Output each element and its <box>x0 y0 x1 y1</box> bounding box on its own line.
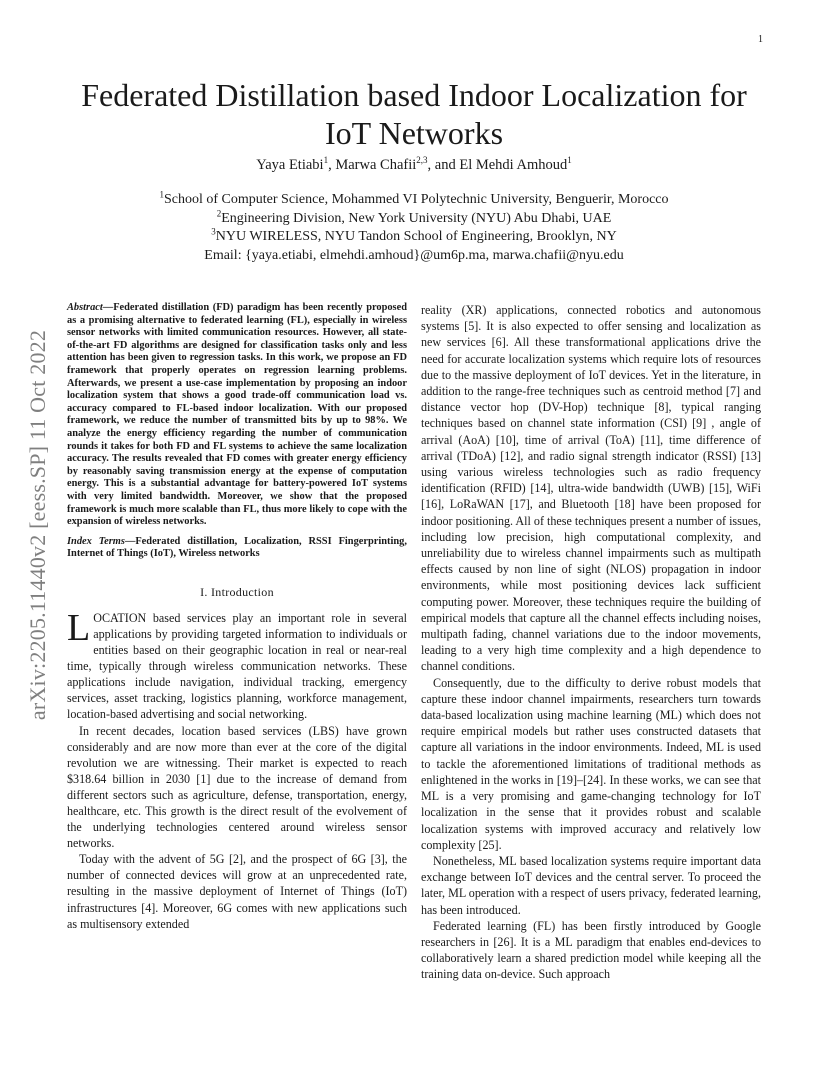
abstract-label: Abstract <box>67 302 103 313</box>
author-3: , and El Mehdi Amhoud <box>427 157 568 173</box>
intro-paragraph-3: Today with the advent of 5G [2], and the prospect of 6G [3], the number of connected devices will grow at an unprecedented rate, resulting in the massive deployment of Internet of Things (IoT) infrastructures [4]. Moreover, 6G comes with new applications such as multisensory extended <box>67 852 407 931</box>
author-list <box>60 157 768 174</box>
affiliation-3-sup: 3 <box>211 226 216 237</box>
intro-paragraph-1 <box>67 606 407 723</box>
arxiv-stamp-text: arXiv:2205.11440v2 [eess.SP] 11 Oct 2022 <box>25 329 50 721</box>
index-terms-label: Index Terms <box>67 535 125 547</box>
affiliations <box>60 191 768 265</box>
author-2: , Marwa Chafii <box>328 157 417 173</box>
arxiv-stamp <box>18 290 58 760</box>
abstract-text: —Federated distillation (FD) paradigm has been recently proposed as a promising alternative to federated learning (FL), especially in wireless sensor networks with limited communication resources. However, all state-of-the-art FD algorithms are designed for classification tasks only and less attention has been given to regression tasks. In this work, we propose an FD framework that properly operates on regression learning problems. Afterwards, we present a use-case implementation by proposing an indoor localization system that shows a good trade-off communication load vs. accuracy compared to FL-based indoor localization. With our proposed framework, we reduce the number of transmitted bits by up to 98%. We analyze the energy efficiency regarding the number of communication rounds it takes for both FD and FL systems to achieve the same localization accuracy. The results revealed that FD comes with greater energy efficiency by reasonably saving transmission energy at the expense of computation energy. This is a substantial advantage for battery-powered IoT systems with very limited bandwidth. Moreover, we show that the proposed framework is much more scalable than FL, thus more likely to cope with the expansion of wireless networks. <box>67 302 407 528</box>
right-paragraph-2: Consequently, due to the difficulty to derive robust models that capture these indoor channel impairments, researchers turn towards data-based localization using machine learning (ML) which does not require empirical models but rather uses constructed datasets that capture all variations in the indoor environments. Indeed, ML is used to tackle the aforementioned limitations of traditional methods as enlightened in the works in [19]–[24]. In these works, we can see that ML is a very promising and game-changing technology for IoT localization in the sense that it provides robust and scalable localization systems with improved accuracy and relatively low complexity [25]. <box>421 675 761 852</box>
left-column <box>67 302 407 932</box>
page-number: 1 <box>758 34 763 45</box>
right-paragraph-1: reality (XR) applications, connected robotics and autonomous systems [5]. It is also expected to offer sensing and localization as new services [6]. All these transformational applications drive the need for accurate localization systems which require lots of resources due to the massive deployment of IoT devices. Yet in the literature, in addition to the range-free techniques such as centroid method [7] and distance vector hop (DV-Hop) technique [8], typical ranging techniques based on channel state information (CSI) [9] , angle of arrival (AoA) [10], time of arrival (ToA) [11], time difference of arrival (TDoA) [12], and radio signal strength indicator (RSSI) [13] using various wireless technologies such as radio frequency identification (RFID) [14], ultra-wide bandwidth (UWB) [15], WiFi [16], LoRaWAN [17], and Bluetooth [18] have been proposed for indoor positioning. All of these techniques present a number of issues, including low precision, high computational complexity, and unreliability due to wireless channel impairments such as multipath effects caused by non line of sight (NLOS) propagation in indoor environments, while most positioning devices lack sufficient computing power. Moreover, these techniques require the building of empirical models that capture all the channel effects including noises, multipath fading, channel variations due to the indoor movements, leading to a very high time complexity and a high dependence to channel conditions. <box>421 303 761 674</box>
affiliation-2 <box>60 207 768 229</box>
intro-paragraph-1-text: OCATION based services play an important role in several applications by providing targeted information to individuals or entities based on their geographic location in real or near-real time, typically through wireless communication networks. These applications include navigation, individual tracking, emergency services, asset tracking, logistics planning, workforce management, location-based advertising and social networking. <box>67 610 407 722</box>
drop-cap: L <box>67 606 91 649</box>
author-3-sup: 1 <box>567 155 572 166</box>
affiliation-3-text: NYU WIRELESS, NYU Tandon School of Engineering, Brooklyn, NY <box>215 229 617 244</box>
index-terms-text: —Federated distillation, Localization, RSSI Fingerprinting, Internet of Things (IoT), Wireless networks <box>67 535 407 560</box>
right-paragraph-3: Nonetheless, ML based localization systems require important data exchange between IoT devices and the central server. To proceed the later, ML operation with a respect of users privacy, federated learning, has been introduced. <box>421 853 761 917</box>
intro-paragraph-2: In recent decades, location based services (LBS) have grown considerably and are now more than ever at the core of the digital revolution we are witnessing. Their market is expected to reach $318.64 billion in 2030 [1] due to the increase of demand from different sectors such as agriculture, defense, transportation, energy, healthcare, etc. This growth is the direct result of the evolvement of the underlying technologies centered around wireless sensor networks. <box>67 723 407 851</box>
affiliation-3 <box>60 228 768 247</box>
affiliation-1-sup: 1 <box>159 189 164 200</box>
affiliation-2-sup: 2 <box>216 207 222 218</box>
affiliation-1-text: School of Computer Science, Mohammed VI Polytechnic University, Benguerir, Morocco <box>164 192 669 207</box>
abstract <box>67 302 407 529</box>
paper-title: Federated Distillation based Indoor Localization for IoT Networks <box>81 77 747 151</box>
author-1: Yaya Etiabi <box>256 157 324 173</box>
right-paragraph-4: Federated learning (FL) has been firstly introduced by Google researchers in [26]. It is a ML paradigm that enables end-devices to collaboratively learn a shared prediction model while keeping all the training data on-device. Such approach <box>421 918 761 982</box>
affiliation-2-text: Engineering Division, New York University (NYU) Abu Dhabi, UAE <box>221 210 612 226</box>
section-heading: I. Introduction <box>200 584 274 599</box>
index-terms <box>67 536 407 561</box>
author-1-sup: 1 <box>323 155 329 166</box>
email-line: Email: {yaya.etiabi, elmehdi.amhoud}@um6p.ma, marwa.chafii@nyu.edu <box>204 247 624 263</box>
author-2-sup: 2,3 <box>416 155 428 166</box>
affiliation-1 <box>60 191 768 210</box>
right-column <box>421 302 761 983</box>
